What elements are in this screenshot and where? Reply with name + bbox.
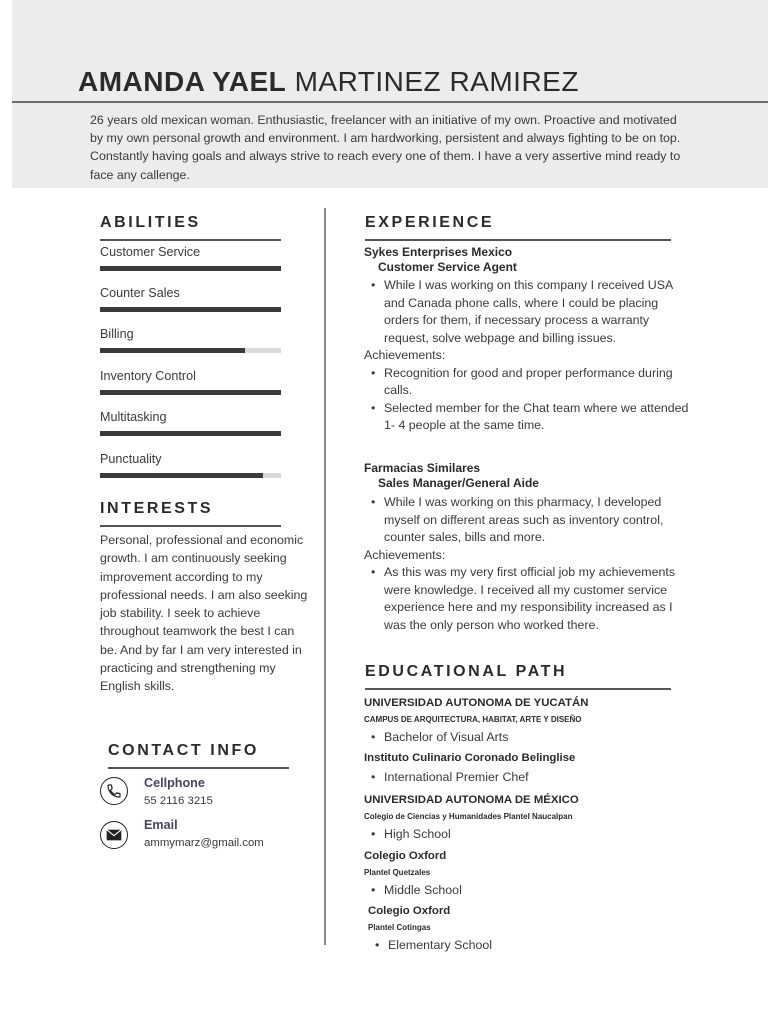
- ability-label: Counter Sales: [100, 286, 180, 300]
- job-duty: • While I was working on this company I received USA and Canada phone calls, where I could be placing orders for them, if necessary process a warranty request, solve webpage and billing issues.: [364, 277, 694, 347]
- ability-bar: [100, 266, 281, 271]
- ability-label: Punctuality: [100, 452, 162, 466]
- edu-campus: Plantel Quetzales: [364, 868, 431, 877]
- ability-bar-fill: [100, 266, 281, 271]
- phone-value[interactable]: 55 2116 3215: [144, 795, 213, 807]
- edu-degree: • Bachelor of Visual Arts: [364, 730, 508, 744]
- achievement-item: • As this was my very first official job my achievements were knowledge. I received all my customer service experience here and my responsibility increased as I was the only person who worked there.: [364, 564, 694, 634]
- ability-item: [100, 245, 281, 271]
- ability-bar-fill: [100, 348, 245, 353]
- first-name: AMANDA YAEL: [78, 66, 287, 97]
- envelope-icon: [100, 821, 128, 849]
- experience-title: EXPERIENCE: [365, 214, 495, 231]
- edu-school: UNIVERSIDAD AUTONOMA DE YUCATÁN: [364, 697, 589, 709]
- edu-degree: • International Premier Chef: [364, 770, 529, 784]
- edu-campus: CAMPUS DE ARQUITECTURA, HABITAT, ARTE Y DISEÑO: [364, 715, 582, 724]
- name-divider: [12, 101, 768, 103]
- achievement-item: • Recognition for good and proper performance during calls.: [364, 365, 694, 400]
- interests-title: INTERESTS: [100, 500, 214, 517]
- job-details: [364, 277, 694, 435]
- ability-label: Inventory Control: [100, 369, 196, 383]
- ability-item: [100, 410, 281, 436]
- experience-rule: [365, 239, 671, 241]
- edu-degree: • Middle School: [364, 883, 462, 897]
- edu-campus: Plantel Cotingas: [368, 923, 431, 932]
- phone-icon: [100, 777, 128, 805]
- edu-school: UNIVERSIDAD AUTONOMA DE MÉXICO: [364, 794, 579, 806]
- education-rule: [365, 688, 671, 690]
- job-role: Customer Service Agent: [378, 260, 517, 274]
- edu-degree: • Elementary School: [368, 938, 492, 952]
- ability-bar: [100, 473, 281, 478]
- ability-label: Billing: [100, 327, 134, 341]
- ability-item: [100, 286, 281, 312]
- ability-bar: [100, 348, 281, 353]
- achievements-label: Achievements:: [364, 547, 446, 562]
- ability-bar: [100, 307, 281, 312]
- last-name: MARTINEZ RAMIREZ: [294, 66, 579, 97]
- full-name: [78, 66, 579, 98]
- ability-item: [100, 452, 281, 478]
- edu-school: Colegio Oxford: [368, 905, 451, 917]
- abilities-rule: [100, 239, 281, 241]
- email-label: Email: [144, 818, 178, 832]
- job-company: Farmacias Similares: [364, 461, 481, 475]
- ability-bar-fill: [100, 473, 263, 478]
- edu-school: Instituto Culinario Coronado Belinglise: [364, 752, 576, 764]
- edu-campus: Colegio de Ciencias y Humanidades Plantel Naucalpan: [364, 812, 573, 821]
- ability-item: [100, 327, 281, 353]
- interests-text: Personal, professional and economic growth. I am continuously seeking improvement according to my professional needs. I am also seeking job stability. I seek to achieve throughout teamwork the best I can be. And by far I am very interested in practicing and strengthening my English skills.: [100, 533, 308, 694]
- abilities-title: ABILITIES: [100, 214, 201, 231]
- achievements-label: Achievements:: [364, 348, 446, 362]
- interests-rule: [100, 525, 281, 527]
- ability-item: [100, 369, 281, 395]
- job-details: [364, 494, 694, 634]
- ability-bar-fill: [100, 390, 281, 395]
- contact-rule: [108, 767, 289, 769]
- job-role: Sales Manager/General Aide: [378, 476, 539, 490]
- job-duty: • While I was working on this pharmacy, I developed myself on different areas such as inventory control, counter sales, bills and more.: [364, 494, 694, 547]
- edu-school: Colegio Oxford: [364, 850, 447, 862]
- education-title: EDUCATIONAL PATH: [365, 663, 568, 680]
- achievement-item: • Selected member for the Chat team where we attended 1- 4 people at the same time.: [364, 400, 694, 435]
- contact-title: CONTACT INFO: [108, 742, 259, 759]
- ability-bar: [100, 390, 281, 395]
- ability-label: Multitasking: [100, 410, 167, 424]
- column-divider: [324, 208, 326, 945]
- email-value[interactable]: ammymarz@gmail.com: [144, 837, 264, 849]
- edu-degree: • High School: [364, 827, 451, 841]
- ability-label: Customer Service: [100, 245, 201, 259]
- phone-label: Cellphone: [144, 776, 205, 790]
- ability-bar-fill: [100, 307, 281, 312]
- profile-summary: 26 years old mexican woman. Enthusiastic, freelancer with an initiative of my own. Proactive and motivated by my own personal growth and environment. I am hardworking, persistent and always fighting to be on top. Constantly having goals and always strive to reach every one of them. I have a very assertive mind ready to face any callenge.: [90, 113, 681, 182]
- job-company: Sykes Enterprises Mexico: [364, 245, 513, 259]
- ability-bar: [100, 431, 281, 436]
- ability-bar-fill: [100, 431, 281, 436]
